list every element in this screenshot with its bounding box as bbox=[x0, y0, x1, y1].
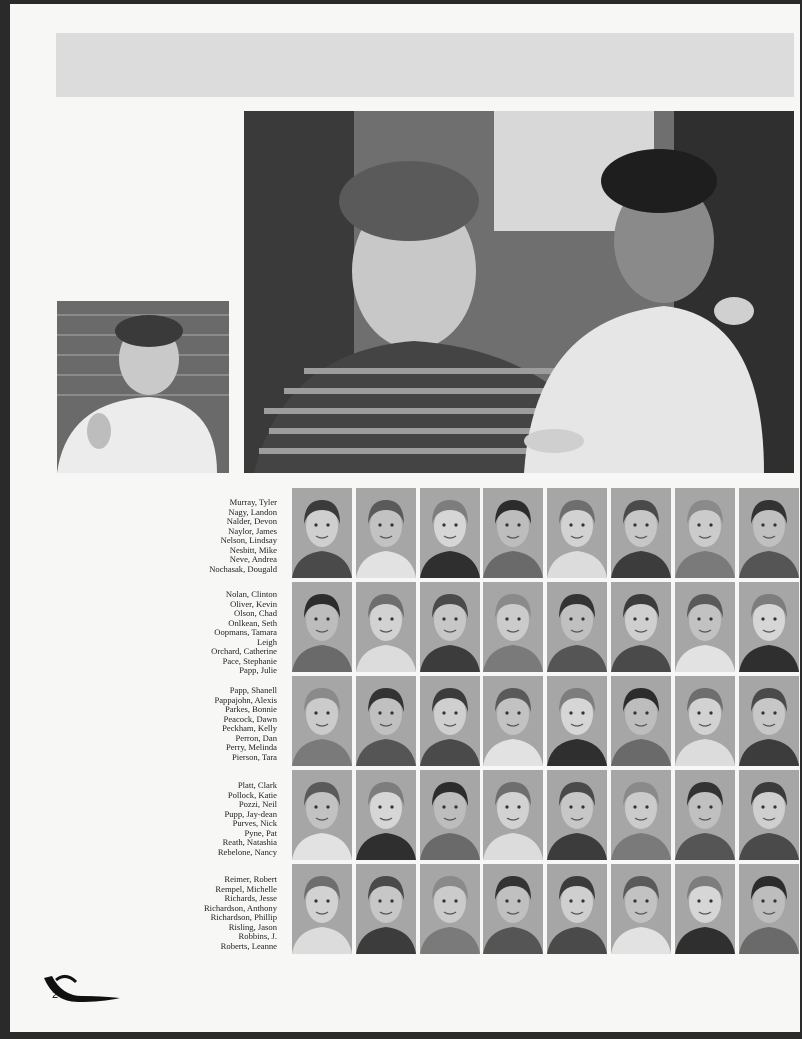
student-name: Roberts, Leanne bbox=[220, 940, 277, 951]
student-portrait bbox=[611, 488, 671, 578]
student-portrait bbox=[739, 864, 799, 954]
student-name: Pupp, Jay-dean bbox=[224, 808, 277, 819]
student-name: Naylor, James bbox=[228, 525, 277, 536]
portrait-row-5 bbox=[292, 864, 794, 954]
student-portrait bbox=[356, 676, 416, 766]
student-portrait bbox=[292, 770, 352, 860]
student-portrait bbox=[420, 676, 480, 766]
student-portrait bbox=[420, 770, 480, 860]
student-portrait bbox=[483, 864, 543, 954]
student-portrait bbox=[356, 488, 416, 578]
portrait-row-4 bbox=[292, 770, 794, 860]
student-name: Richards, Jesse bbox=[224, 893, 277, 904]
student-name: Pace, Stephanie bbox=[222, 655, 277, 666]
student-name: Orchard, Catherine bbox=[211, 646, 277, 657]
name-list-row-5 bbox=[160, 875, 277, 951]
student-name: Pyne, Pat bbox=[244, 827, 277, 838]
student-portrait bbox=[675, 770, 735, 860]
student-name: Purves, Nick bbox=[232, 818, 277, 829]
student-name: Peacock, Dawn bbox=[223, 713, 277, 724]
student-name: Pozzi, Neil bbox=[238, 799, 277, 810]
student-portrait bbox=[739, 770, 799, 860]
student-name: Oopmans, Tamara bbox=[214, 627, 277, 638]
yearbook-page bbox=[10, 4, 800, 1032]
portrait-row-2 bbox=[292, 582, 794, 672]
student-portrait bbox=[611, 582, 671, 672]
student-portrait bbox=[356, 770, 416, 860]
student-portrait bbox=[420, 488, 480, 578]
name-list-row-4 bbox=[160, 781, 277, 857]
student-name: Murray, Tyler bbox=[229, 497, 277, 507]
student-portrait bbox=[420, 864, 480, 954]
student-portrait bbox=[356, 864, 416, 954]
header-banner bbox=[56, 33, 794, 97]
student-name: Papp, Shanell bbox=[229, 685, 277, 695]
name-list-row-1 bbox=[160, 498, 277, 574]
student-portrait bbox=[420, 582, 480, 672]
student-portrait bbox=[292, 582, 352, 672]
student-name: Parkes, Bonnie bbox=[224, 704, 277, 715]
student-name: Pierson, Tara bbox=[231, 751, 277, 762]
student-name: Rebelone, Nancy bbox=[217, 846, 277, 857]
student-portrait bbox=[356, 582, 416, 672]
student-name: Oliver, Kevin bbox=[230, 598, 277, 609]
student-portrait bbox=[547, 770, 607, 860]
student-portrait bbox=[547, 864, 607, 954]
student-name: Pappajohn, Alexis bbox=[214, 694, 277, 705]
student-portrait bbox=[675, 864, 735, 954]
student-name: Risling, Jason bbox=[228, 921, 277, 932]
name-list-row-3 bbox=[160, 686, 277, 762]
student-name: Nagy, Landon bbox=[228, 506, 277, 517]
student-name: Perry, Melinda bbox=[226, 742, 277, 753]
student-name: Onlkean, Seth bbox=[228, 617, 277, 628]
student-name: Richardson, Phillip bbox=[210, 912, 277, 923]
student-portrait bbox=[483, 582, 543, 672]
page-number: 24 bbox=[52, 989, 65, 1001]
student-name: Richardson, Anthony bbox=[203, 902, 277, 913]
student-name: Reimer, Robert bbox=[224, 874, 277, 884]
student-name: Nolan, Clinton bbox=[225, 589, 277, 599]
student-portrait bbox=[292, 864, 352, 954]
student-name: Peckham, Kelly bbox=[222, 723, 277, 734]
student-portrait bbox=[611, 864, 671, 954]
student-portrait bbox=[547, 488, 607, 578]
student-name: Olson, Chad bbox=[234, 608, 277, 619]
portrait-row-3 bbox=[292, 676, 794, 766]
student-name: Pollock, Katie bbox=[227, 789, 277, 800]
student-name: Nelson, Lindsay bbox=[220, 535, 277, 546]
student-name: Reath, Natashia bbox=[222, 837, 277, 848]
student-portrait bbox=[675, 488, 735, 578]
student-name: Nochasak, Dougald bbox=[209, 563, 277, 574]
student-portrait bbox=[675, 676, 735, 766]
student-portrait bbox=[292, 676, 352, 766]
student-name: Neve, Andrea bbox=[229, 554, 277, 565]
student-portrait bbox=[547, 582, 607, 672]
student-portrait bbox=[611, 770, 671, 860]
student-portrait bbox=[611, 676, 671, 766]
student-portrait bbox=[547, 676, 607, 766]
student-name: Papp, Julie bbox=[239, 665, 277, 676]
student-name: Platt, Clark bbox=[237, 780, 277, 790]
student-portrait bbox=[675, 582, 735, 672]
student-name: Nalder, Devon bbox=[226, 516, 277, 527]
student-portrait bbox=[483, 676, 543, 766]
student-name: Leigh bbox=[256, 636, 277, 647]
student-portrait bbox=[483, 488, 543, 578]
portrait-row-1 bbox=[292, 488, 794, 578]
student-name: Robbins, J. bbox=[238, 931, 277, 942]
student-portrait bbox=[292, 488, 352, 578]
photo-student-thumbs-up bbox=[57, 301, 229, 473]
student-name: Rempel, Michelle bbox=[215, 883, 277, 894]
student-portrait bbox=[739, 488, 799, 578]
name-list-row-2 bbox=[160, 590, 277, 676]
student-name: Perron, Dan bbox=[235, 732, 277, 743]
student-name: Nesbitt, Mike bbox=[229, 544, 277, 555]
student-portrait bbox=[483, 770, 543, 860]
photo-two-students-eating-lunch bbox=[244, 111, 794, 473]
student-portrait bbox=[739, 676, 799, 766]
student-portrait bbox=[739, 582, 799, 672]
